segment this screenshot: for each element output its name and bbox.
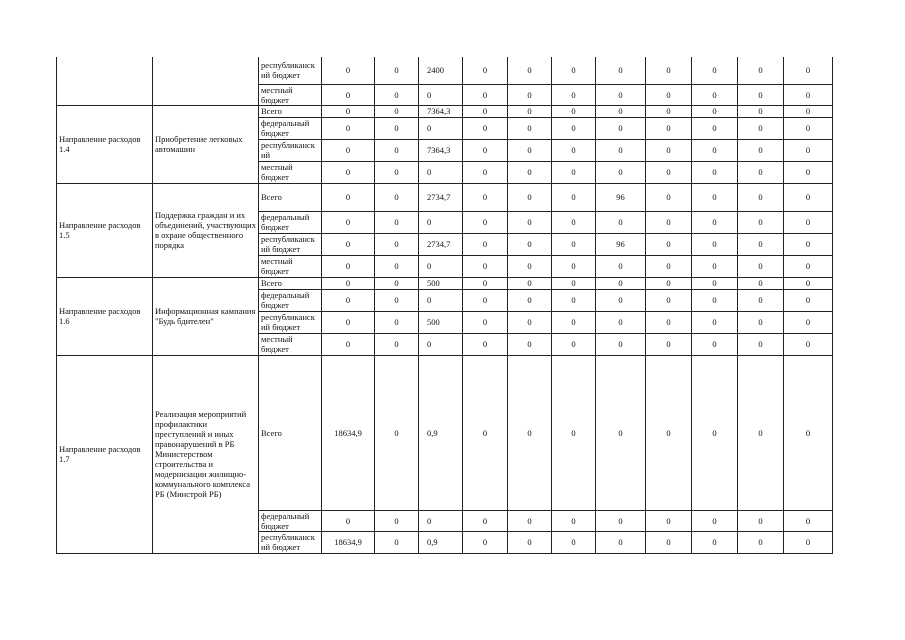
value-cell: 0 bbox=[552, 289, 596, 311]
value-cell: 0 bbox=[646, 183, 692, 211]
value-cell: 0 bbox=[738, 84, 784, 105]
value-cell: 0 bbox=[596, 105, 646, 117]
value-cell: 0 bbox=[738, 233, 784, 255]
value-cell: 0 bbox=[784, 333, 833, 355]
value-cell: 0 bbox=[419, 255, 463, 277]
value-cell: 0 bbox=[692, 161, 738, 183]
budget-type-cell: республиканск ий бюджет bbox=[259, 57, 322, 84]
value-cell: 2734,7 bbox=[419, 233, 463, 255]
value-cell: 0,9 bbox=[419, 355, 463, 510]
value-cell: 0 bbox=[738, 57, 784, 84]
value-cell: 0 bbox=[322, 333, 375, 355]
budget-type-cell: федеральный бюджет bbox=[259, 289, 322, 311]
value-cell: 0 bbox=[692, 531, 738, 553]
value-cell: 0 bbox=[322, 277, 375, 289]
value-cell: 0 bbox=[646, 255, 692, 277]
value-cell: 0 bbox=[463, 311, 508, 333]
value-cell: 0 bbox=[596, 211, 646, 233]
value-cell: 0 bbox=[646, 355, 692, 510]
value-cell: 0 bbox=[692, 510, 738, 531]
value-cell: 0 bbox=[375, 139, 419, 161]
value-cell: 0 bbox=[463, 233, 508, 255]
value-cell: 0 bbox=[552, 510, 596, 531]
value-cell: 7364,3 bbox=[419, 139, 463, 161]
value-cell: 500 bbox=[419, 277, 463, 289]
value-cell: 96 bbox=[596, 183, 646, 211]
budget-type-cell: республиканск ий бюджет bbox=[259, 531, 322, 553]
value-cell: 0 bbox=[508, 139, 552, 161]
value-cell: 0 bbox=[692, 57, 738, 84]
value-cell: 0 bbox=[552, 255, 596, 277]
value-cell: 0 bbox=[552, 277, 596, 289]
value-cell: 0 bbox=[738, 277, 784, 289]
value-cell: 18634,9 bbox=[322, 531, 375, 553]
budget-type-cell: федеральный бюджет bbox=[259, 510, 322, 531]
value-cell: 2734,7 bbox=[419, 183, 463, 211]
value-cell: 0 bbox=[552, 333, 596, 355]
value-cell: 0 bbox=[463, 139, 508, 161]
value-cell: 0 bbox=[738, 311, 784, 333]
value-cell: 0 bbox=[322, 233, 375, 255]
value-cell: 0 bbox=[596, 84, 646, 105]
value-cell: 0 bbox=[463, 57, 508, 84]
value-cell: 0 bbox=[508, 510, 552, 531]
value-cell: 0 bbox=[552, 57, 596, 84]
value-cell: 0 bbox=[375, 255, 419, 277]
value-cell: 0 bbox=[784, 531, 833, 553]
value-cell: 0 bbox=[784, 355, 833, 510]
budget-type-cell: федеральный бюджет bbox=[259, 117, 322, 139]
value-cell: 0 bbox=[646, 531, 692, 553]
value-cell: 0 bbox=[784, 57, 833, 84]
value-cell: 0 bbox=[508, 57, 552, 84]
value-cell: 0 bbox=[646, 311, 692, 333]
value-cell: 0 bbox=[419, 117, 463, 139]
value-cell: 0 bbox=[596, 277, 646, 289]
value-cell: 0 bbox=[508, 211, 552, 233]
table-row bbox=[57, 277, 833, 289]
direction-cell-continued bbox=[57, 57, 153, 105]
table-row bbox=[57, 57, 833, 84]
value-cell: 0 bbox=[419, 84, 463, 105]
value-cell: 0 bbox=[596, 255, 646, 277]
value-cell: 0 bbox=[738, 531, 784, 553]
value-cell: 0 bbox=[646, 510, 692, 531]
value-cell: 0 bbox=[419, 510, 463, 531]
value-cell: 0 bbox=[596, 117, 646, 139]
value-cell: 0 bbox=[375, 531, 419, 553]
value-cell: 7364,3 bbox=[419, 105, 463, 117]
value-cell: 0 bbox=[646, 277, 692, 289]
value-cell: 0 bbox=[784, 233, 833, 255]
value-cell: 0 bbox=[784, 211, 833, 233]
value-cell: 0 bbox=[375, 105, 419, 117]
value-cell: 0 bbox=[784, 255, 833, 277]
value-cell: 0 bbox=[375, 84, 419, 105]
value-cell: 0 bbox=[692, 311, 738, 333]
value-cell: 0 bbox=[692, 117, 738, 139]
value-cell: 0 bbox=[552, 161, 596, 183]
value-cell: 0 bbox=[738, 255, 784, 277]
value-cell: 500 bbox=[419, 311, 463, 333]
value-cell: 0 bbox=[552, 311, 596, 333]
value-cell: 0 bbox=[784, 105, 833, 117]
value-cell: 0 bbox=[738, 105, 784, 117]
value-cell: 0 bbox=[322, 57, 375, 84]
value-cell: 0 bbox=[322, 289, 375, 311]
value-cell: 0 bbox=[322, 117, 375, 139]
value-cell: 0 bbox=[646, 161, 692, 183]
value-cell: 0 bbox=[463, 355, 508, 510]
value-cell: 0 bbox=[552, 355, 596, 510]
value-cell: 0 bbox=[692, 183, 738, 211]
value-cell: 0 bbox=[784, 117, 833, 139]
value-cell: 0 bbox=[552, 183, 596, 211]
direction-cell: Направление расходов 1.7 bbox=[57, 355, 153, 553]
budget-type-cell: местный бюджет bbox=[259, 333, 322, 355]
value-cell: 0 bbox=[508, 333, 552, 355]
value-cell: 0 bbox=[552, 531, 596, 553]
value-cell: 0 bbox=[463, 117, 508, 139]
value-cell: 0 bbox=[738, 211, 784, 233]
value-cell: 0 bbox=[508, 161, 552, 183]
value-cell: 0 bbox=[692, 84, 738, 105]
value-cell: 0 bbox=[646, 57, 692, 84]
value-cell: 0 bbox=[596, 311, 646, 333]
value-cell: 0 bbox=[463, 161, 508, 183]
value-cell: 0 bbox=[646, 289, 692, 311]
value-cell: 0 bbox=[646, 117, 692, 139]
value-cell: 0 bbox=[692, 277, 738, 289]
value-cell: 0 bbox=[646, 333, 692, 355]
value-cell: 0 bbox=[552, 211, 596, 233]
value-cell: 0 bbox=[784, 161, 833, 183]
value-cell: 0 bbox=[463, 84, 508, 105]
direction-cell: Направление расходов 1.4 bbox=[57, 105, 153, 183]
value-cell: 0 bbox=[375, 233, 419, 255]
budget-table bbox=[56, 57, 833, 554]
value-cell: 0 bbox=[322, 105, 375, 117]
value-cell: 0 bbox=[508, 183, 552, 211]
value-cell: 0 bbox=[322, 211, 375, 233]
value-cell: 0 bbox=[552, 139, 596, 161]
value-cell: 0 bbox=[322, 311, 375, 333]
value-cell: 0 bbox=[596, 139, 646, 161]
value-cell: 0 bbox=[692, 333, 738, 355]
value-cell: 0 bbox=[322, 139, 375, 161]
value-cell: 0 bbox=[692, 255, 738, 277]
value-cell: 0 bbox=[463, 277, 508, 289]
value-cell: 0 bbox=[738, 289, 784, 311]
value-cell: 0 bbox=[463, 183, 508, 211]
value-cell: 0 bbox=[463, 531, 508, 553]
budget-type-cell: местный бюджет bbox=[259, 84, 322, 105]
measure-name-cell-continued bbox=[153, 57, 259, 105]
value-cell: 0 bbox=[322, 510, 375, 531]
value-cell: 0 bbox=[508, 84, 552, 105]
value-cell: 0 bbox=[322, 255, 375, 277]
value-cell: 0 bbox=[419, 161, 463, 183]
value-cell: 0 bbox=[375, 277, 419, 289]
value-cell: 0 bbox=[784, 139, 833, 161]
value-cell: 0 bbox=[784, 311, 833, 333]
value-cell: 0 bbox=[692, 105, 738, 117]
value-cell: 0 bbox=[375, 311, 419, 333]
table-row bbox=[57, 355, 833, 510]
value-cell: 0 bbox=[596, 355, 646, 510]
value-cell: 0 bbox=[508, 531, 552, 553]
value-cell: 0 bbox=[552, 233, 596, 255]
measure-name-cell: Реализация мероприятий профилактики преступлений и иных правонарушений в РБ Министерством строительства и модернизации жилищно-коммунального комплекса РБ (Минстрой РБ) bbox=[153, 355, 259, 553]
value-cell: 0 bbox=[375, 57, 419, 84]
table-row bbox=[57, 183, 833, 211]
direction-cell: Направление расходов 1.5 bbox=[57, 183, 153, 277]
value-cell: 0 bbox=[463, 255, 508, 277]
value-cell: 0 bbox=[375, 333, 419, 355]
value-cell: 0 bbox=[322, 84, 375, 105]
value-cell: 0 bbox=[692, 211, 738, 233]
value-cell: 0 bbox=[596, 333, 646, 355]
value-cell: 0 bbox=[508, 233, 552, 255]
direction-cell: Направление расходов 1.6 bbox=[57, 277, 153, 355]
value-cell: 0 bbox=[552, 117, 596, 139]
budget-type-cell: республиканск ий bbox=[259, 139, 322, 161]
value-cell: 0 bbox=[552, 105, 596, 117]
value-cell: 0 bbox=[738, 510, 784, 531]
value-cell: 0 bbox=[738, 183, 784, 211]
value-cell: 0 bbox=[375, 117, 419, 139]
measure-name-cell: Информационная кампания "Будь бдителен" bbox=[153, 277, 259, 355]
value-cell: 0 bbox=[738, 117, 784, 139]
budget-type-cell: республиканск ий бюджет bbox=[259, 233, 322, 255]
value-cell: 0 bbox=[508, 355, 552, 510]
budget-type-cell: Всего bbox=[259, 105, 322, 117]
measure-name-cell: Приобретение легковых автомашин bbox=[153, 105, 259, 183]
value-cell: 96 bbox=[596, 233, 646, 255]
value-cell: 0 bbox=[646, 84, 692, 105]
value-cell: 0 bbox=[738, 139, 784, 161]
measure-name-cell: Поддержка граждан и их объединений, участвующих в охране общественного порядка bbox=[153, 183, 259, 277]
value-cell: 0 bbox=[552, 84, 596, 105]
value-cell: 0 bbox=[646, 105, 692, 117]
value-cell: 0 bbox=[738, 333, 784, 355]
value-cell: 0 bbox=[596, 161, 646, 183]
value-cell: 0 bbox=[508, 255, 552, 277]
value-cell: 0 bbox=[375, 289, 419, 311]
budget-type-cell: Всего bbox=[259, 277, 322, 289]
value-cell: 0 bbox=[692, 233, 738, 255]
value-cell: 0,9 bbox=[419, 531, 463, 553]
value-cell: 0 bbox=[419, 289, 463, 311]
value-cell: 0 bbox=[419, 211, 463, 233]
value-cell: 0 bbox=[692, 139, 738, 161]
budget-type-cell: республиканск ий бюджет bbox=[259, 311, 322, 333]
value-cell: 0 bbox=[784, 84, 833, 105]
budget-type-cell: местный бюджет bbox=[259, 255, 322, 277]
value-cell: 0 bbox=[508, 105, 552, 117]
value-cell: 0 bbox=[508, 311, 552, 333]
value-cell: 0 bbox=[463, 333, 508, 355]
value-cell: 0 bbox=[508, 277, 552, 289]
value-cell: 0 bbox=[419, 333, 463, 355]
value-cell: 0 bbox=[784, 183, 833, 211]
value-cell: 0 bbox=[596, 531, 646, 553]
budget-type-cell: федеральный бюджет bbox=[259, 211, 322, 233]
value-cell: 0 bbox=[322, 183, 375, 211]
value-cell: 0 bbox=[596, 510, 646, 531]
table-row bbox=[57, 105, 833, 117]
value-cell: 0 bbox=[508, 117, 552, 139]
value-cell: 0 bbox=[646, 139, 692, 161]
value-cell: 0 bbox=[463, 211, 508, 233]
value-cell: 2400 bbox=[419, 57, 463, 84]
value-cell: 0 bbox=[463, 510, 508, 531]
value-cell: 0 bbox=[463, 105, 508, 117]
budget-type-cell: местный бюджет bbox=[259, 161, 322, 183]
value-cell: 0 bbox=[692, 289, 738, 311]
value-cell: 0 bbox=[596, 57, 646, 84]
value-cell: 0 bbox=[784, 289, 833, 311]
value-cell: 0 bbox=[784, 277, 833, 289]
budget-type-cell: Всего bbox=[259, 355, 322, 510]
budget-type-cell: Всего bbox=[259, 183, 322, 211]
value-cell: 0 bbox=[646, 211, 692, 233]
value-cell: 0 bbox=[692, 355, 738, 510]
value-cell: 0 bbox=[375, 355, 419, 510]
value-cell: 0 bbox=[375, 161, 419, 183]
value-cell: 0 bbox=[738, 161, 784, 183]
value-cell: 0 bbox=[508, 289, 552, 311]
value-cell: 0 bbox=[463, 289, 508, 311]
value-cell: 0 bbox=[322, 161, 375, 183]
value-cell: 0 bbox=[375, 183, 419, 211]
value-cell: 0 bbox=[596, 289, 646, 311]
value-cell: 0 bbox=[784, 510, 833, 531]
value-cell: 0 bbox=[646, 233, 692, 255]
value-cell: 0 bbox=[738, 355, 784, 510]
value-cell: 0 bbox=[375, 211, 419, 233]
value-cell: 18634,9 bbox=[322, 355, 375, 510]
value-cell: 0 bbox=[375, 510, 419, 531]
